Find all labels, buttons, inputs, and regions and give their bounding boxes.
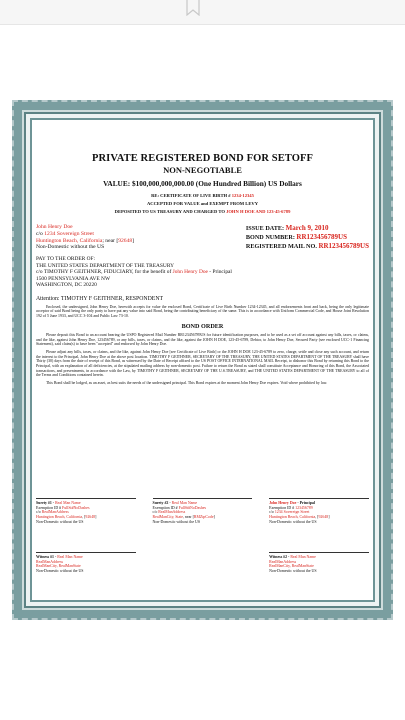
acceptance-paragraph: Enclosed, the undersigned, John Henry Doe, herewith accepts for value the enclosed Bond, Certificate of Live Birth Number 1234-12345, and all endorsements front and back, being the only legitimate acceptor of said Bond being the only party to have put any value into said Bond, being the contributing beneficiary of the same. This is in accordance with Uniform Commercial Code, and House Joint Resolution 192 of 5 June 1933, and UCC 3-104 and Public Law 73-10. bbox=[36, 304, 369, 319]
issue-details: ISSUE DATE: March 9, 2010 BOND NUMBER: RR123456789US REGISTERED MAIL NO. RR123456789US bbox=[245, 224, 369, 250]
principal-signature-block: John Henry Doe - Principal Exemption ID # 123456789 c/o 1234 Sovereign Street Huntington Beach, California, [92648] Non-Domestic without the US bbox=[269, 498, 369, 525]
surety-2-block: Surety #2 - Real Man Name Exemption ID # FullSt#NoDashes c/o RealManAddress RealManCity, State, near [RMZipCode] Non-Domestic without the US bbox=[153, 498, 253, 525]
witness-2-block: Witness #2 - Real Man Name RealManAddress RealManCity, RealManState Non-Domestic without the US bbox=[269, 552, 369, 574]
re-line: RE: CERTIFICATE OF LIVE BIRTH # 1234-12345 bbox=[151, 193, 254, 198]
bond-value-line: VALUE: $100,000,000,000.00 (One Hundred Billion) US Dollars bbox=[103, 179, 302, 188]
address-issue-row bbox=[32, 224, 373, 251]
surety-1-block: Surety #1 - Real Man Name Exemption ID # FullSt#NoDashes c/o RealManAddress Huntington Beach, California, [92648] Non-Domestic without the US bbox=[36, 498, 136, 525]
signature-line bbox=[269, 552, 369, 553]
witness-1-block: Witness #1 - Real Man Name RealManAddress RealManCity, RealManState Non-Domestic without the US bbox=[36, 552, 136, 574]
deposit-line: DEPOSITED TO US TREASURY AND CHARGED TO JOHN H DOE AND 123-45-6789 bbox=[114, 209, 291, 214]
witness-signature-row bbox=[36, 552, 369, 574]
signature-line bbox=[153, 498, 253, 499]
bond-order-paragraph-1: Please deposit this Bond to an account bearing the USPO Registered Mail Number RR123456789US for future identification purposes, and to be used as a set off account against any bills, taxes, or claims, and the like, against John Henry Doe, 123456789, or any bills, taxes, or claims, and the like, against the JOHN H DOE, 123-45-6789, Debtor, to John Henry Doe, Secured Party (see enclosed UCC-1 Financing Statement), said claim(s) to have been "accepted" and endorsed by John Henry Doe. bbox=[36, 332, 369, 347]
attention-line: Attention: TIMOTHY F GEITHNER, RESPONDENT bbox=[36, 295, 164, 302]
bond-subtitle: NON-NEGOTIABLE bbox=[163, 165, 242, 175]
accepted-line: ACCEPTED FOR VALUE and EXEMPT FROM LEVY bbox=[146, 201, 259, 206]
bookmark-icon[interactable] bbox=[186, 0, 200, 16]
signature-line bbox=[269, 498, 369, 499]
principal-address: John Henry Doe c/o 1234 Sovereign Street Huntington Beach, California; near [92648] Non-Domestic without the US bbox=[36, 224, 135, 251]
surety-signature-row bbox=[36, 498, 369, 525]
pay-to-block: PAY TO THE ORDER OF: THE UNITED STATES DEPARTMENT OF THE TREASURY c/o TIMOTHY F GEITHNER, FIDUCIARY, for the benefit of John Henry Doe - Principal 1500 PENNSYLVANIA AVE NW WASHINGTON, DC 20220 bbox=[36, 256, 232, 289]
bond-title: PRIVATE REGISTERED BOND FOR SETOFF bbox=[91, 153, 314, 164]
signature-line bbox=[36, 498, 136, 499]
viewer-top-bar bbox=[0, 0, 405, 25]
bond-document bbox=[12, 100, 393, 620]
bond-order-paragraph-3: This Bond shall be lodged, as an asset, as best suits the needs of the undersigned principal. This Bond expires at the moment John Henry Doe expires. Void where prohibited by law. bbox=[46, 381, 328, 386]
signature-line bbox=[36, 552, 136, 553]
bond-order-paragraph-2: Please adjust any bills, taxes, or claims, and the like, against John Henry Doe [see Certificate of Live Birth] or the JOHN H DOE 123-45-6789 to zero, charge, settle and close any such account, and return the interest to the Principal, John Henry Doe at the above post location. TIMOTHY F GEITHNER, SECRETARY OF THE TREASURY, THE UNITED STATES DEPARTMENT OF THE TREASURY shall have Thirty (30) days from the date of receipt of this Bond, as witnessed by the Date of Receipt affixed to the US POST OFFICE INTERNATIONAL MAIL Receipt, to dishonor this Bond by returning this Bond to the Principal, with an explanation of all deficiencies, at the stipulated mailing address by non-domestic post. Failure to return the Bond as stated shall constitute Acceptance and Honoring of this Bond, the Associated transactions, and presentments, in accordance with the Law, by TIMOTHY F GEITHNER, SECRETARY OF THE U.S.TREASURY, and THE UNITED STATES DEPARTMENT OF THE TREASURY to all of the Terms and Conditions contained herein. bbox=[36, 349, 369, 378]
bond-order-heading: BOND ORDER bbox=[181, 322, 224, 330]
witness-spacer bbox=[153, 552, 253, 574]
